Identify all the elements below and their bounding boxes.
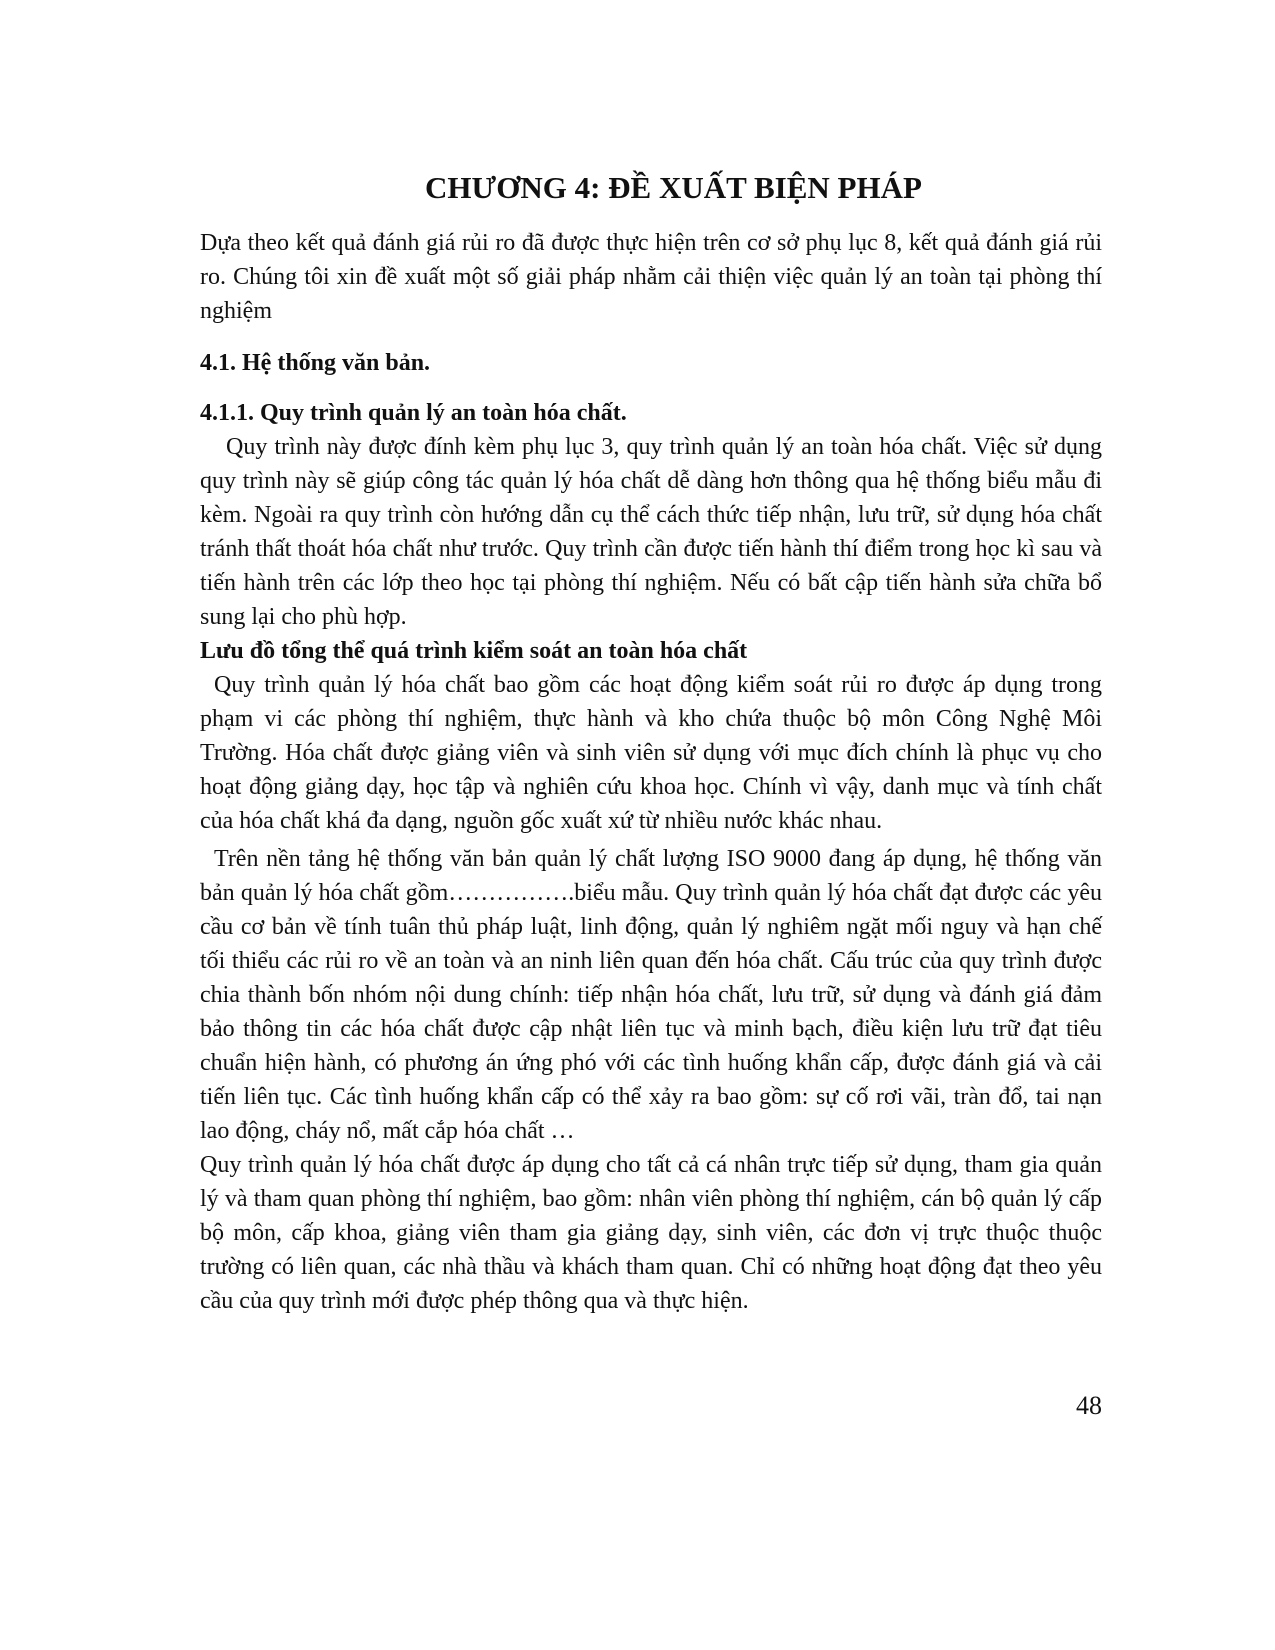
page-number: 48 <box>1076 1391 1102 1420</box>
paragraph-applicability: Quy trình quản lý hóa chất được áp dụng cho tất cả cá nhân trực tiếp sử dụng, tham gia quản lý và tham quan phòng thí nghiệm, bao gồm: nhân viên phòng thí nghiệm, cán bộ quản lý cấp bộ môn, cấp khoa, giảng viên tham gia giảng dạy, sinh viên, các đơn vị trực thuộc thuộc trường có liên quan, các nhà thầu và khách tham quan. Chỉ có những hoạt động đạt theo yêu cầu của quy trình mới được phép thông qua và thực hiện. <box>200 1152 1102 1314</box>
chapter-title: CHƯƠNG 4: ĐỀ XUẤT BIỆN PHÁP <box>425 170 922 205</box>
paragraph-procedure-attachment: Quy trình này được đính kèm phụ lục 3, quy trình quản lý an toàn hóa chất. Việc sử dụng quy trình này sẽ giúp công tác quản lý hóa chất dễ dàng hơn thông qua hệ thống biểu mẫu đi kèm. Ngoài ra quy trình còn hướng dẫn cụ thể cách thức tiếp nhận, lưu trữ, sử dụng hóa chất tránh thất thoát hóa chất như trước. Quy trình cần được tiến hành thí điểm trong học kì sau và tiến hành trên các lớp theo học tại phòng thí nghiệm. Nếu có bất cập tiến hành sửa chữa bổ sung lại cho phù hợp. <box>200 434 1102 630</box>
flowchart-heading: Lưu đồ tổng thể quá trình kiểm soát an toàn hóa chất <box>200 638 748 664</box>
paragraph-scope: Quy trình quản lý hóa chất bao gồm các hoạt động kiểm soát rủi ro được áp dụng trong phạm vi các phòng thí nghiệm, thực hành và kho chứa thuộc bộ môn Công Nghệ Môi Trường. Hóa chất được giảng viên và sinh viên sử dụng với mục đích chính là phục vụ cho hoạt động giảng dạy, học tập và nghiên cứu khoa học. Chính vì vậy, danh mục và tính chất của hóa chất khá đa dạng, nguồn gốc xuất xứ từ nhiều nước khác nhau. <box>200 672 1102 834</box>
intro-paragraph: Dựa theo kết quả đánh giá rủi ro đã được thực hiện trên cơ sở phụ lục 8, kết quả đánh giá rủi ro. Chúng tôi xin đề xuất một số giải pháp nhằm cải thiện việc quản lý an toàn tại phòng thí nghiệm <box>200 230 1102 324</box>
section-heading-4-1: 4.1. Hệ thống văn bản. <box>200 350 431 376</box>
section-heading-4-1-1: 4.1.1. Quy trình quản lý an toàn hóa chất. <box>200 400 627 426</box>
document-page <box>200 168 1102 1318</box>
paragraph-document-system: Trên nền tảng hệ thống văn bản quản lý chất lượng ISO 9000 đang áp dụng, hệ thống văn bản quản lý hóa chất gồm…………….biểu mẫu. Quy trình quản lý hóa chất đạt được các yêu cầu cơ bản về tính tuân thủ pháp luật, linh động, quản lý nghiêm ngặt mối nguy và hạn chế tối thiểu các rủi ro về an toàn và an ninh liên quan đến hóa chất. Cấu trúc của quy trình được chia thành bốn nhóm nội dung chính: tiếp nhận hóa chất, lưu trữ, sử dụng và đánh giá đảm bảo thông tin các hóa chất được cập nhật liên tục và minh bạch, điều kiện lưu trữ đạt tiêu chuẩn hiện hành, có phương án ứng phó với các tình huống khẩn cấp, được đánh giá và cải tiến liên tục. Các tình huống khẩn cấp có thể xảy ra bao gồm: sự cố rơi vãi, tràn đổ, tai nạn lao động, cháy nổ, mất cắp hóa chất … <box>200 846 1102 1144</box>
